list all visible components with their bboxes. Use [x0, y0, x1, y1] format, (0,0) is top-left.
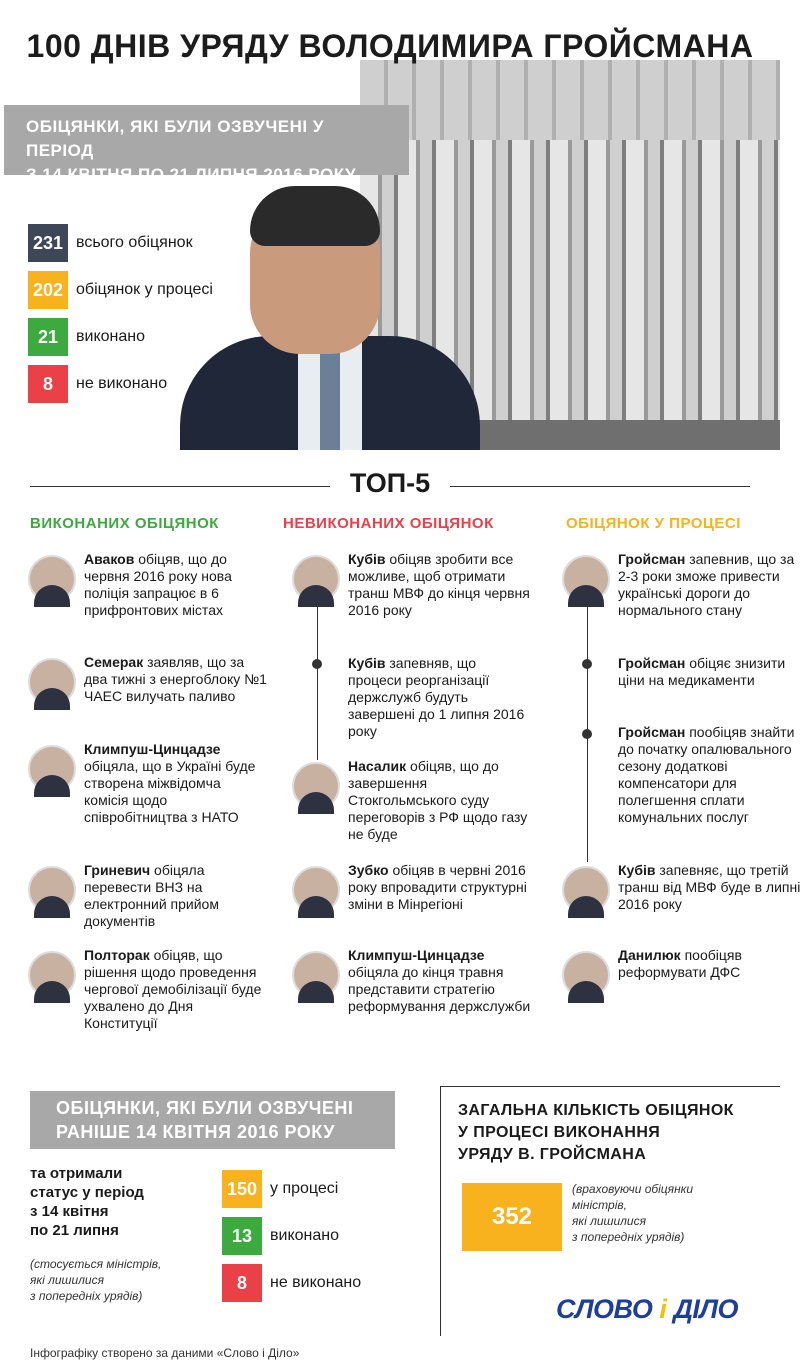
failed-promise-item — [292, 551, 532, 619]
minister-avatar — [562, 866, 610, 914]
total-title-line: У ПРОЦЕСІ ВИКОНАННЯ — [458, 1124, 661, 1141]
promise-text: Гройсман обіцяє знизити ціни на медикаменти — [618, 655, 786, 688]
done-promise-item — [28, 741, 268, 826]
stat-label: обіцянок у процесі — [76, 281, 213, 298]
total-note — [572, 1181, 742, 1245]
failed-column-heading: НЕВИКОНАНИХ ОБІЦЯНОК — [283, 515, 494, 532]
minister-avatar — [292, 951, 340, 999]
earlier-stat-row — [222, 1264, 361, 1302]
minister-avatar — [28, 745, 76, 793]
minister-avatar — [28, 866, 76, 914]
done-promise-item — [28, 947, 268, 1032]
promise-text: Кубів запевняв, що процеси реорганізації держслужб будуть завершені до 1 липня 2016 року — [348, 655, 525, 739]
progress-promise-item — [562, 551, 802, 619]
timeline-dot — [312, 659, 322, 669]
minister-name: Кубів — [348, 655, 386, 671]
done-promise-item — [28, 862, 268, 930]
promise-text: Данилюк пообіцяв реформувати ДФС — [618, 947, 742, 980]
minister-avatar — [562, 555, 610, 603]
failed-promise-item — [292, 758, 532, 843]
progress-column-heading: ОБІЦЯНОК У ПРОЦЕСІ — [566, 515, 741, 532]
minister-avatar — [292, 866, 340, 914]
total-note-line: з попередніх урядів) — [572, 1230, 685, 1244]
timeline-line — [317, 605, 318, 760]
status-line: з 14 квітня — [30, 1203, 109, 1220]
main-stat-row — [28, 271, 213, 309]
footer-source: Інфографіку створено за даними «Слово і Діло» — [30, 1346, 300, 1360]
earlier-stats — [222, 1170, 361, 1311]
promise-text: Насалик обіцяв, що до завершення Стокгольмського суду переговорів з РФ щодо газу не буде — [348, 758, 528, 842]
stat-value: 231 — [28, 224, 68, 262]
total-title-line: ЗАГАЛЬНА КІЛЬКІСТЬ ОБІЦЯНОК — [458, 1102, 734, 1119]
main-stats — [28, 224, 213, 412]
done-column-heading: ВИКОНАНИХ ОБІЦЯНОК — [30, 515, 219, 532]
done-promise-item — [28, 551, 268, 619]
top5-label: ТОП-5 — [349, 468, 431, 498]
note-line: з попередніх урядів) — [30, 1289, 143, 1303]
minister-name: Полторак — [84, 947, 150, 963]
promise-text: Зубко обіцяв в червні 2016 року впровадити структурні зміни в Мінрегіоні — [348, 862, 527, 912]
total-title-line: УРЯДУ В. ГРОЙСМАНА — [458, 1146, 647, 1163]
failed-promise-item — [292, 947, 532, 1015]
progress-promise-item — [562, 655, 802, 689]
minister-avatar — [292, 762, 340, 810]
failed-promise-item — [292, 655, 532, 740]
status-line: статус у період — [30, 1184, 144, 1201]
minister-name: Аваков — [84, 551, 135, 567]
done-promise-item — [28, 654, 268, 705]
timeline-dot — [582, 729, 592, 739]
minister-avatar — [28, 555, 76, 603]
minister-avatar — [292, 555, 340, 603]
timeline-dot — [582, 659, 592, 669]
total-value: 352 — [462, 1183, 562, 1251]
total-note-line: (враховуючи обіцянки — [572, 1182, 694, 1196]
stat-label: у процесі — [270, 1180, 339, 1197]
minister-name: Гройсман — [618, 724, 686, 740]
minister-name: Гройсман — [618, 551, 686, 567]
stat-value: 202 — [28, 271, 68, 309]
earlier-promises-bar — [30, 1091, 395, 1149]
minister-name: Гриневич — [84, 862, 151, 878]
earlier-bar-line: ОБІЦЯНКИ, ЯКІ БУЛИ ОЗВУЧЕНІ — [56, 1098, 354, 1118]
promise-text: Гройсман пообіцяв знайти до початку опалювального сезону додаткові компенсатори для полегшення сплати комунальних послуг — [618, 724, 795, 825]
period-subtitle-bar — [4, 105, 409, 184]
progress-promise-item — [562, 724, 802, 826]
minister-name: Кубів — [618, 862, 656, 878]
earlier-stat-row — [222, 1170, 361, 1208]
stat-value: 13 — [222, 1217, 262, 1255]
minister-avatar — [28, 658, 76, 706]
promise-text: Гриневич обіцяла перевести ВНЗ на електронний прийом документів — [84, 862, 219, 929]
subtitle-line: ОБІЦЯНКИ, ЯКІ БУЛИ ОЗВУЧЕНІ У ПЕРІОД — [26, 117, 324, 160]
main-stat-row — [28, 224, 213, 262]
failed-promise-item — [292, 862, 532, 913]
minister-name: Данилюк — [618, 947, 681, 963]
stat-value: 21 — [28, 318, 68, 356]
minister-name: Зубко — [348, 862, 389, 878]
earlier-stat-row — [222, 1217, 361, 1255]
promise-text: Кубів обіцяв зробити все можливе, щоб отримати транш МВФ до кінця червня 2016 року — [348, 551, 530, 618]
promise-text: Климпуш-Цинцадзе обіцяла, що в Україні буде створена міжвідомча комісія щодо співробітництва з НАТО — [84, 741, 256, 825]
status-line: по 21 липня — [30, 1222, 119, 1239]
minister-name: Климпуш-Цинцадзе — [348, 947, 485, 963]
stat-value: 8 — [222, 1264, 262, 1302]
total-title — [458, 1100, 734, 1166]
note-line: (стосується міністрів, — [30, 1257, 162, 1271]
stat-label: виконано — [76, 328, 145, 345]
minister-avatar — [28, 951, 76, 999]
progress-promise-item — [562, 947, 802, 981]
groysman-portrait — [180, 186, 480, 450]
note-line: які лишилися — [30, 1273, 105, 1287]
minister-name: Кубів — [348, 551, 386, 567]
stat-label: всього обіцянок — [76, 234, 193, 251]
stat-label: виконано — [270, 1227, 339, 1244]
promise-text: Полторак обіцяв, що рішення щодо проведення чергової демобілізації буде ухвалено до Дня Конституції — [84, 947, 262, 1031]
earlier-note — [30, 1256, 200, 1304]
main-stat-row — [28, 365, 213, 403]
stat-value: 8 — [28, 365, 68, 403]
total-note-line: міністрів, — [572, 1198, 627, 1212]
minister-name: Насалик — [348, 758, 407, 774]
minister-name: Гройсман — [618, 655, 686, 671]
minister-avatar — [562, 951, 610, 999]
stat-label: не виконано — [76, 375, 168, 392]
total-note-line: які лишилися — [572, 1214, 647, 1228]
promise-text: Аваков обіцяв, що до червня 2016 року нова поліція запрацює в 6 прифронтових містах — [84, 551, 232, 618]
promise-text: Климпуш-Цинцадзе обіцяла до кінця травня представити стратегію реформування держслужби — [348, 947, 531, 1014]
top5-header — [0, 468, 780, 502]
promise-text: Кубів запевняє, що третій транш від МВФ буде в липні 2016 року — [618, 862, 801, 912]
stat-value: 150 — [222, 1170, 262, 1208]
progress-promise-item — [562, 862, 802, 913]
earlier-status-text — [30, 1164, 210, 1240]
slovo-i-dilo-logo: СЛОВО і ДІЛО — [556, 1294, 738, 1324]
stat-label: не виконано — [270, 1274, 362, 1291]
promise-text: Семерак заявляв, що за два тижні з енергоблоку №1 ЧАЕС вилучать паливо — [84, 654, 267, 704]
minister-name: Климпуш-Цинцадзе — [84, 741, 221, 757]
minister-name: Семерак — [84, 654, 144, 670]
page-title: 100 ДНІВ УРЯДУ ВОЛОДИМИРА ГРОЙСМАНА — [26, 28, 754, 64]
subtitle-line: З 14 КВІТНЯ ПО 21 ЛИПНЯ 2016 РОКУ — [26, 165, 357, 184]
status-line: та отримали — [30, 1165, 123, 1182]
main-stat-row — [28, 318, 213, 356]
promise-text: Гройсман запевнив, що за 2-3 роки зможе привести українські дороги до нормального стану — [618, 551, 795, 618]
earlier-bar-line: РАНІШЕ 14 КВІТНЯ 2016 РОКУ — [56, 1122, 335, 1142]
